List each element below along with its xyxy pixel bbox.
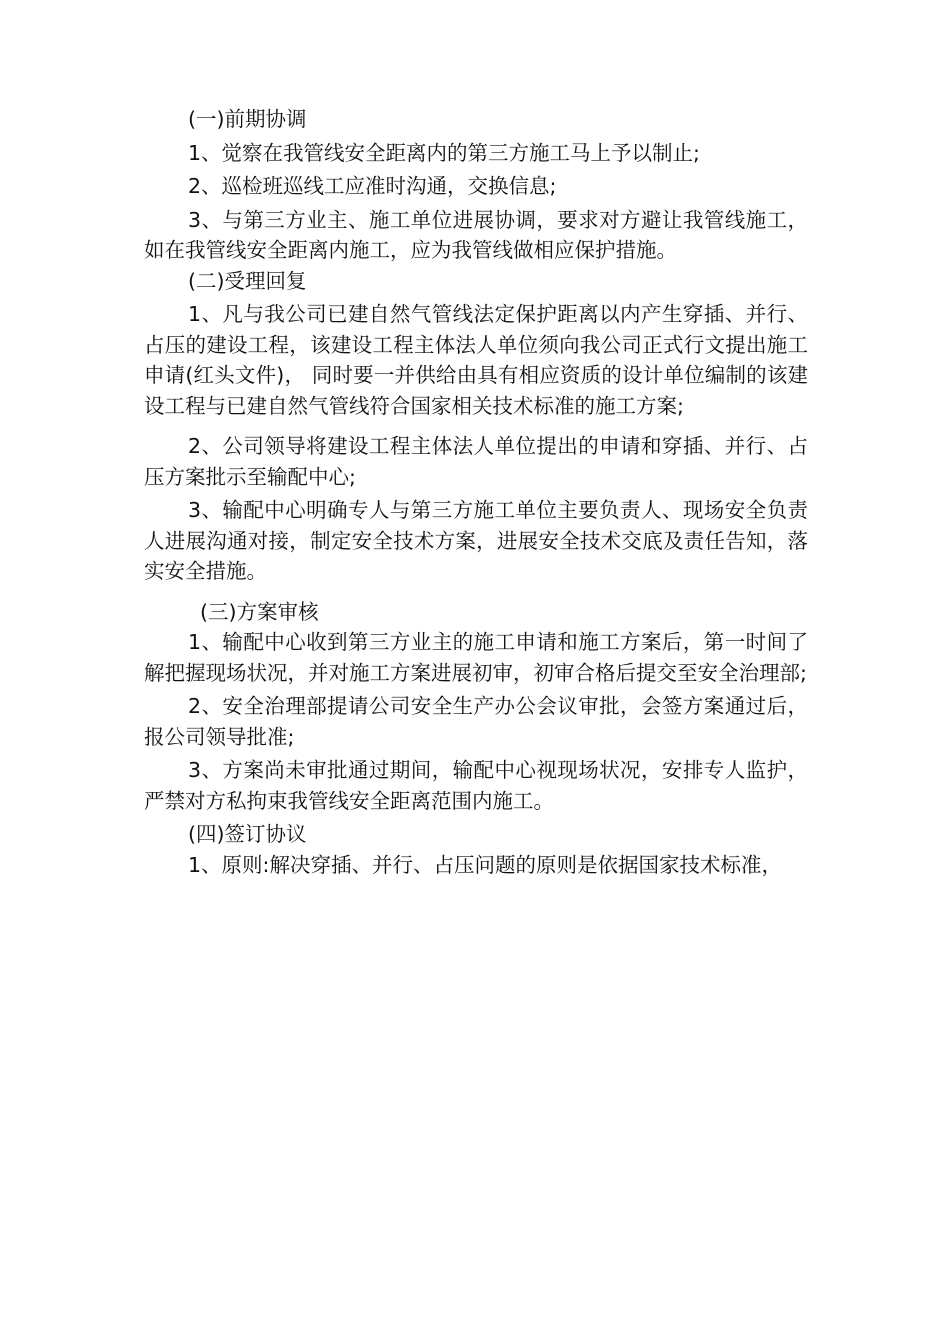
section-heading-3: (三)方案审核 (200, 599, 319, 624)
paragraph-2-1: 1、凡与我公司已建自然气管线法定保护距离以内产生穿插、并行、占压的建设工程，该建设工程主体法人单位须向我公司正式行文提出施工申请(红头文件)， 同时要一并供给由具有相应资质的设计单位编制的该建设工程与已建自然气管线符合国家相关技术标准的施工方案; (144, 302, 808, 418)
paragraph-2-2: 2、公司领导将建设工程主体法人单位提出的申请和穿插、并行、占压方案批示至输配中心; (144, 434, 808, 489)
paragraph-3-2: 2、安全治理部提请公司安全生产办公会议审批，会签方案通过后，报公司领导批准; (144, 694, 808, 749)
paragraph-4-1: 1、原则:解决穿插、并行、占压问题的原则是依据国家技术标准， (188, 852, 782, 877)
document-body (144, 104, 808, 880)
paragraph-1-3: 3、与第三方业主、施工单位进展协调，要求对方避让我管线施工，如在我管线安全距离内施工，应为我管线做相应保护措施。 (144, 207, 808, 262)
section-heading-1: (一)前期协调 (188, 107, 307, 131)
paragraph-1-1: 1、觉察在我管线安全距离内的第三方施工马上予以制止; (188, 140, 700, 165)
section-heading-4: (四)签订协议 (188, 822, 307, 846)
paragraph-2-3: 3、输配中心明确专人与第三方施工单位主要负责人、现场安全负责人进展沟通对接，制定安全技术方案，进展安全技术交底及责任告知，落实安全措施。 (144, 498, 808, 583)
section-heading-2: (二)受理回复 (188, 268, 307, 293)
paragraph-1-2: 2、巡检班巡线工应准时沟通，交换信息; (188, 174, 557, 198)
paragraph-3-1: 1、输配中心收到第三方业主的施工申请和施工方案后，第一时间了解把握现场状况，并对施工方案进展初审，初审合格后提交至安全治理部; (144, 630, 808, 685)
paragraph-3-3: 3、方案尚未审批通过期间，输配中心视现场状况，安排专人监护，严禁对方私拘束我管线安全距离范围内施工。 (144, 758, 808, 813)
